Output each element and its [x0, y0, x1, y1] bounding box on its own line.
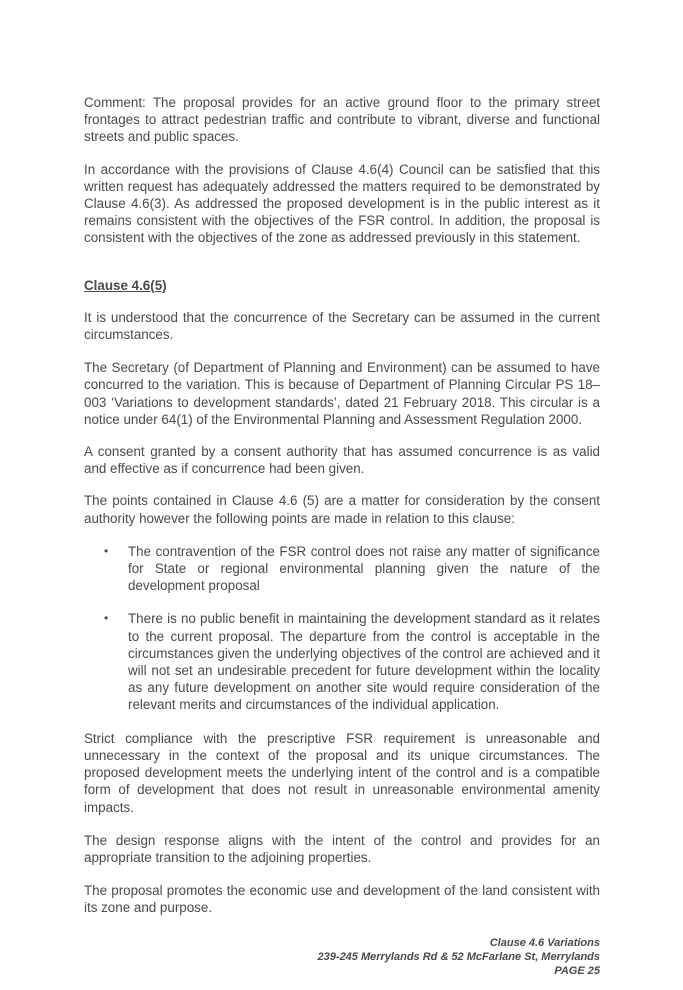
list-item	[84, 610, 600, 713]
bullet-icon: •	[104, 543, 109, 558]
comment-paragraph: Comment: The proposal provides for an active ground floor to the primary street frontages to attract pedestrian traffic and contribute to vibrant, diverse and functional streets and public spaces.	[84, 95, 600, 145]
consent-paragraph: A consent granted by a consent authority that has assumed concurrence is as valid and effective as if concurrence had been given.	[84, 444, 600, 477]
document-body	[84, 94, 600, 917]
secretary-paragraph: The Secretary (of Department of Planning and Environment) can be assumed to have concurred to the variation. This is because of Department of Planning Circular PS 18–003 ‘Variations to development standards’, dated 21 February 2018. This circular is a notice under 64(1) of the Environmental Planning and Assessment Regulation 2000.	[84, 360, 600, 427]
bullet-text: The contravention of the FSR control does not raise any matter of significance for State or regional environmental planning given the nature of the development proposal	[128, 543, 600, 594]
design-response-paragraph: The design response aligns with the intent of the control and provides for an appropriate transition to the adjoining properties.	[84, 832, 600, 865]
bullet-icon: •	[104, 611, 109, 626]
bullet-text: There is no public benefit in maintaining the development standard as it relates to the current proposal. The departure from the control is acceptable in the circumstances given the underlying objectives of the control are achieved and it will not set an undesirable precedent for future development within the locality as any future development on another site would require consideration of the relevant merits and circumstances of the individual application.	[128, 611, 600, 713]
clause-4-6-4-paragraph: In accordance with the provisions of Clause 4.6(4) Council can be satisfied that this written request has adequately addressed the matters required to be demonstrated by Clause 4.6(3). As addressed the proposed development is in the public interest as it remains consistent with the objectives of the FSR control. In addition, the proposal is consistent with the objectives of the zone as addressed previously in this statement.	[84, 161, 600, 246]
footer-address: 239-245 Merrylands Rd & 52 McFarlane St, Merrylands	[317, 951, 600, 963]
economic-use-paragraph: The proposal promotes the economic use and development of the land consistent with its zone and purpose.	[84, 883, 600, 916]
page-footer	[318, 936, 600, 978]
list-item	[84, 543, 600, 595]
points-intro-paragraph: The points contained in Clause 4.6 (5) are a matter for consideration by the consent authority however the following points are made in relation to this clause:	[84, 493, 600, 526]
strict-compliance-paragraph: Strict compliance with the prescriptive FSR requirement is unreasonable and unnecessary in the context of the proposal and its unique circumstances. The proposed development meets the underlying intent of the control and is a compatible form of development that does not result in unreasonable environmental amenity impacts.	[84, 730, 600, 815]
section-heading: Clause 4.6(5)	[84, 277, 167, 293]
bullet-list	[84, 543, 600, 714]
concurrence-paragraph: It is understood that the concurrence of the Secretary can be assumed in the current circumstances.	[84, 309, 600, 343]
page-number: PAGE 25	[554, 965, 600, 977]
footer-title: Clause 4.6 Variations	[489, 937, 600, 949]
